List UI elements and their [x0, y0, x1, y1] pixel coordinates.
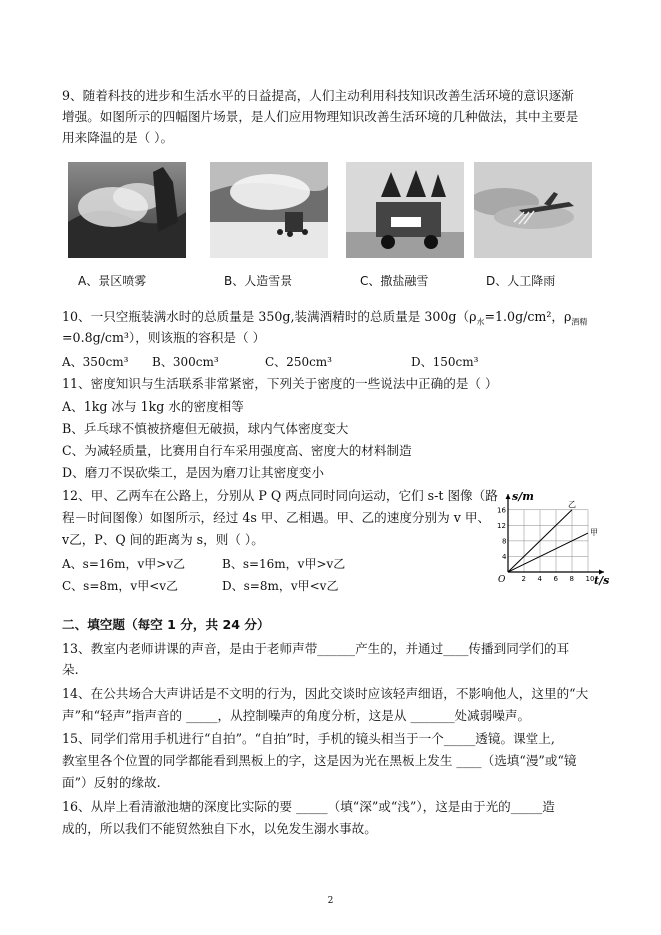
photo-artificial-snow	[210, 162, 328, 258]
q11-option-c: C、为减轻质量，比赛用自行车采用强度高、密度大的材料制造	[62, 443, 412, 458]
x-tick-4: 4	[537, 575, 542, 583]
x-tick-8: 8	[569, 575, 574, 583]
q12-option-c: C、s=8m，v甲<v乙	[62, 579, 179, 593]
photo-artificial-rain	[474, 162, 592, 258]
q15-line1: 15、同学们常用手机进行“自拍”。“自拍”时，手机的镜头相当于一个_____透镜。课堂上,	[62, 731, 555, 746]
q13-line2: 朵.	[62, 662, 79, 677]
q11-option-b: B、乒乓球不慎被挤瘪但无破损，球内气体密度变大	[62, 421, 349, 436]
origin-label: O	[498, 575, 506, 585]
x-tick-10: 10	[585, 575, 595, 583]
q11-option-d: D、磨刀不误砍柴工，是因为磨刀让其密度变小	[62, 465, 324, 480]
q12-line3: v乙，P、Q 间的距离为 s，则（ ）。	[62, 532, 264, 547]
q16-line1: 16、从岸上看清澈池塘的深度比实际的要 _____（填“深”或“浅”），这是由于光的_____造	[62, 799, 555, 814]
q13-line1: 13、教室内老师讲课的声音，是由于老师声带______产生的，并通过____传播到同学们的耳	[62, 641, 570, 656]
q10-option-c: C、250cm³	[265, 355, 332, 369]
q9-line1: 9、随着科技的进步和生活水平的日益提高，人们主动利用科技知识改善生活环境的意识逐渐	[62, 88, 574, 103]
series-label-1: 甲	[590, 528, 598, 538]
q10-option-a: A、350cm³	[62, 355, 129, 369]
series-label-0: 乙	[568, 499, 576, 509]
q16-line2: 成的，所以我们不能贸然独自下水，以免发生溺水事故。	[62, 821, 377, 836]
q15-line2: 教室里各个位置的同学都能看到黑板上的字，这是因为光在黑板上发生 ____（选填“漫”或“镜	[62, 753, 577, 768]
q11-line1: 11、密度知识与生活联系非常紧密，下列关于密度的一些说法中正确的是（ ）	[62, 376, 498, 391]
s-t-graph	[490, 488, 615, 588]
q10-line1: 10、一只空瓶装满水时的总质量是 350g,装满酒精时的总质量是 $300g(\rho_水=1.0g$/cm²，$\rho_{酒精}$	[62, 309, 588, 327]
q12-option-d: D、s=8m，v甲<v乙	[222, 579, 339, 593]
q14-line1: 14、在公共场合大声讲话是不文明的行为，因此交谈时应该轻声细语，不影响他人，这里的“大	[62, 686, 589, 701]
y-tick-8: 8	[502, 537, 507, 546]
q15-line3: 面”）反射的缘故.	[62, 775, 161, 790]
caption-b: B、人造雪景	[224, 274, 293, 288]
graph-grid	[508, 510, 588, 572]
section-fill-in-title: 二、填空题（每空 1 分，共 24 分）	[62, 617, 270, 632]
q10-option-d: D、150cm³	[411, 355, 479, 369]
x-axis-label: t/s	[594, 574, 610, 587]
x-tick-6: 6	[553, 575, 558, 583]
q12-option-a: A、s=16m，v甲>v乙	[62, 557, 186, 571]
y-tick-12: 12	[497, 521, 506, 530]
photo-salt-snow	[346, 162, 464, 258]
graph-series	[508, 500, 598, 572]
caption-d: D、人工降雨	[486, 274, 556, 288]
q10-option-b: B、300cm³	[152, 355, 219, 369]
y-axis-label: s/m	[512, 490, 534, 503]
q12-line1: 12、甲、乙两车在公路上，分别从 P Q 两点同时同向运动，它们 s-t 图像（路	[62, 488, 498, 503]
q11-option-a: A、1kg 冰与 1kg 水的密度相等	[62, 399, 244, 414]
q10-line2: =0.8g/cm³），则该瓶的容积是（ ）	[62, 330, 266, 345]
y-tick-4: 4	[502, 552, 507, 561]
y-tick-16: 16	[497, 506, 506, 515]
series-line-1	[508, 533, 588, 572]
y-axis-arrow	[506, 494, 511, 499]
x-tick-2: 2	[521, 575, 526, 583]
caption-a: A、景区喷雾	[78, 274, 147, 288]
q12-option-b: B、s=16m，v甲>v乙	[222, 557, 346, 571]
q9-line2: 增强。如图所示的四幅图片场景，是人们应用物理知识改善生活环境的几种做法，其中主要是	[62, 109, 579, 124]
q14-line2: 声”和“轻声”指声音的 _____，从控制噪声的角度分析，这是从 _______处减弱噪声。	[62, 708, 531, 723]
q9-line3: 用来降温的是（ ）。	[62, 130, 174, 145]
page-number: 2	[327, 896, 334, 906]
q12-line2: 程－时间图像）如图所示，经过 4s 甲、乙相遇。甲、乙的速度分别为 v 甲、	[62, 510, 491, 525]
caption-c: C、撒盐融雪	[360, 274, 429, 288]
photo-scenic-spray	[68, 162, 186, 258]
